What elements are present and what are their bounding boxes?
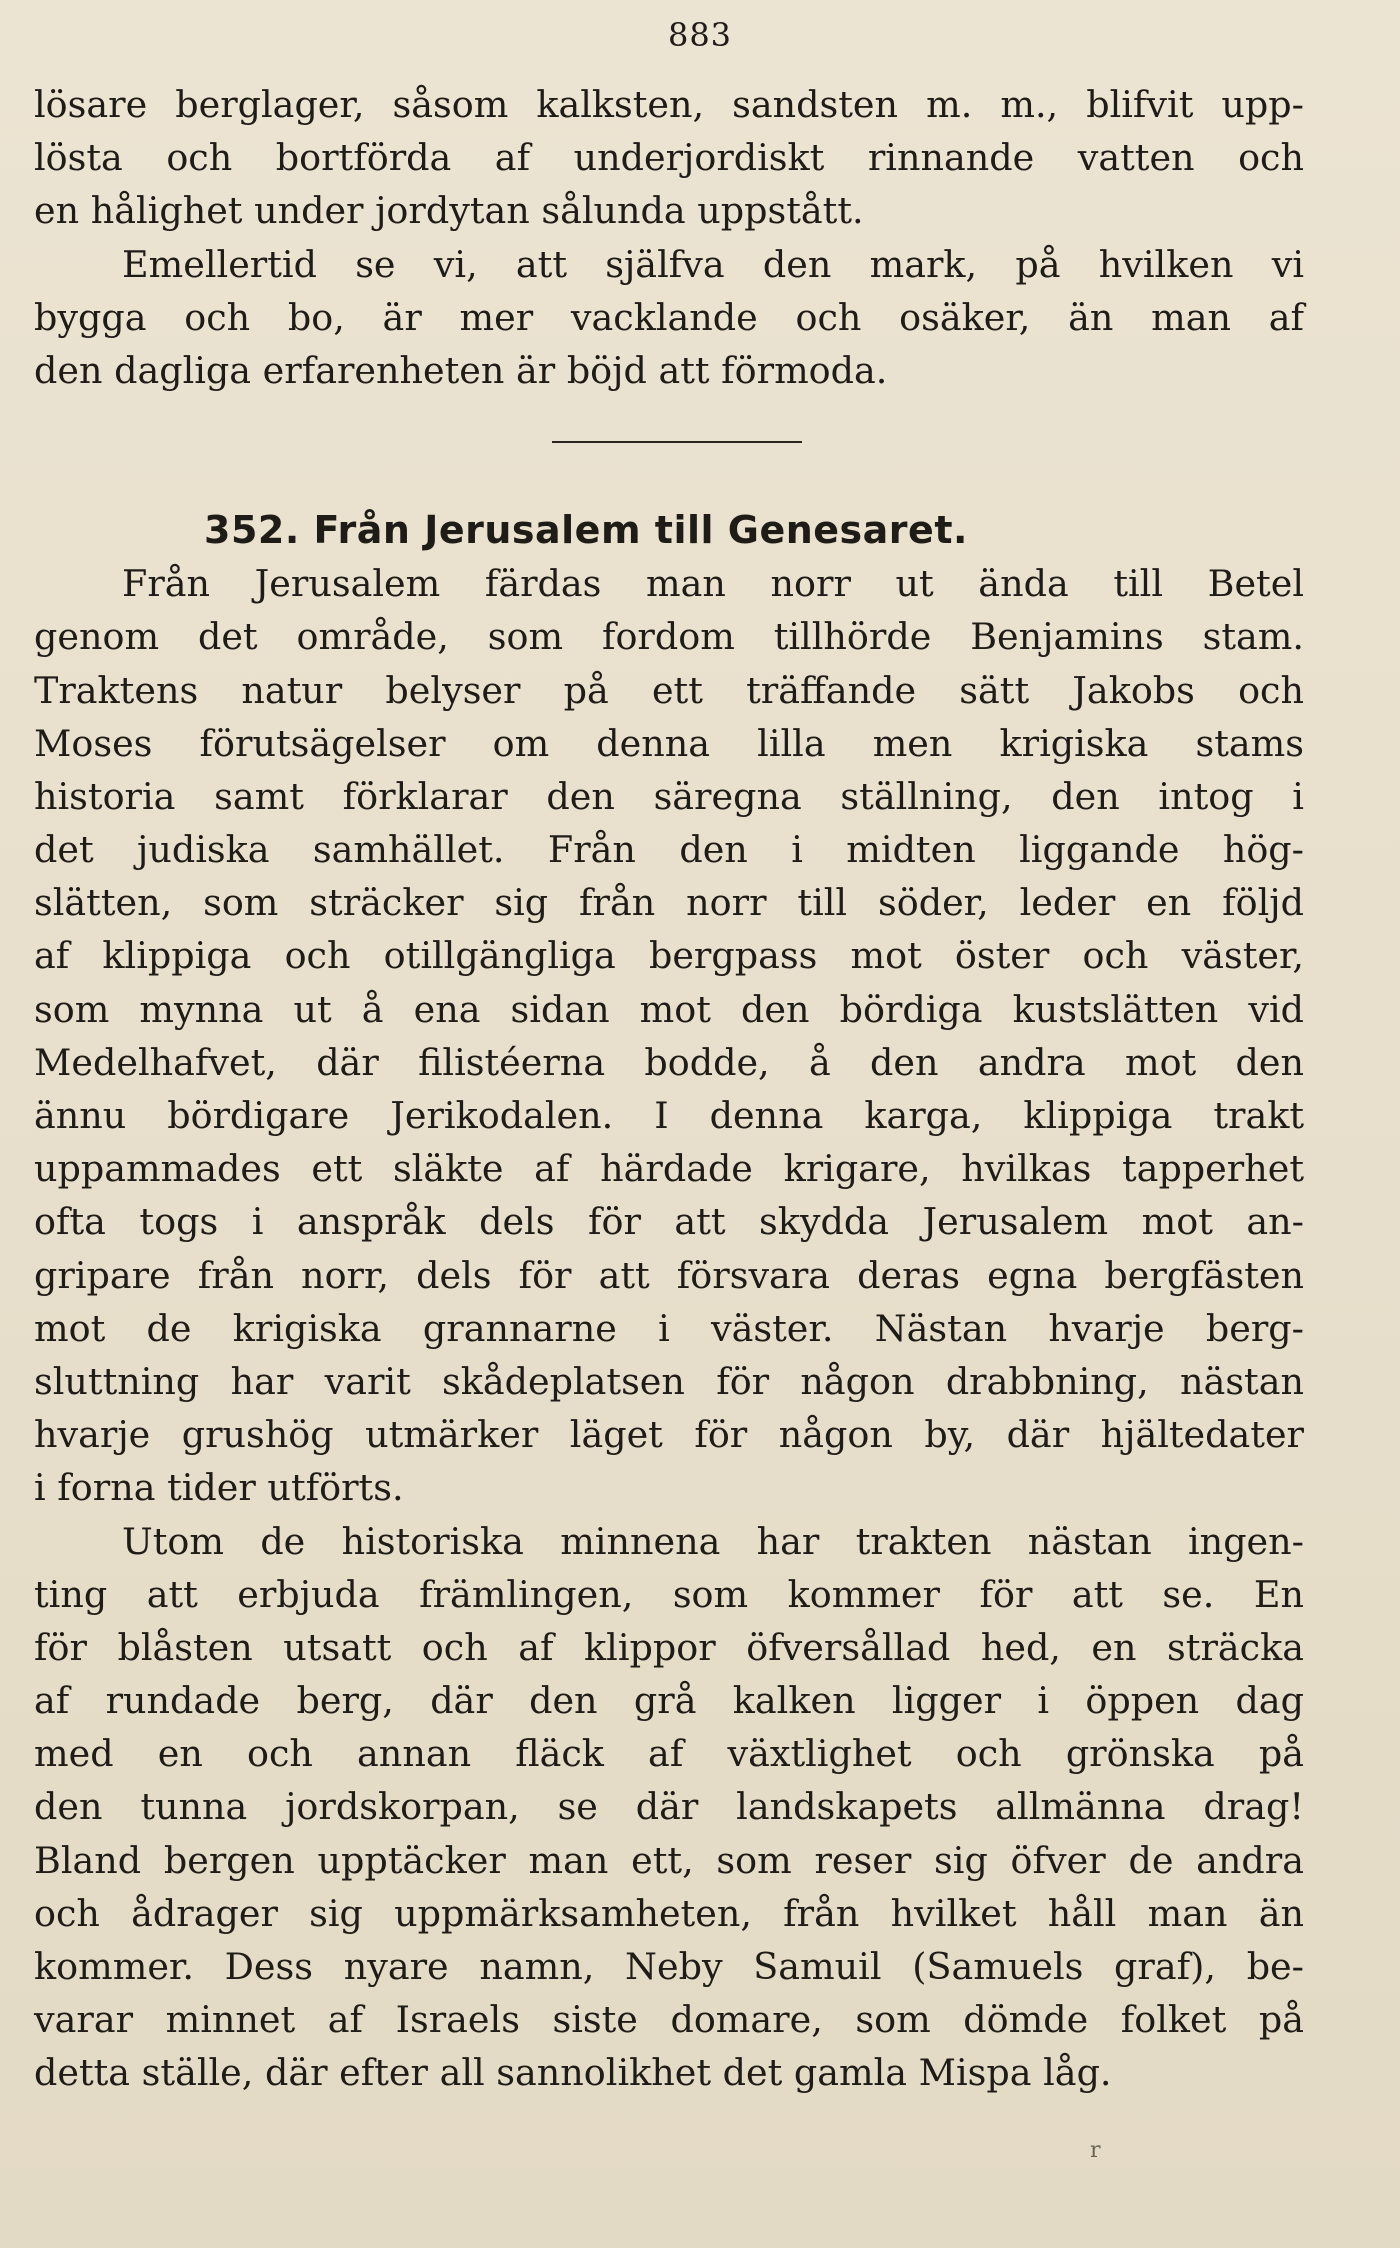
text-line: Emellertid se vi, att själfva den mark, på hvilken vi [122, 242, 1304, 286]
paragraph-3 [34, 1515, 1304, 2100]
section-divider [34, 397, 1304, 503]
text-line: Från Jerusalem färdas man norr ut ända till Betel [122, 562, 1304, 606]
text-line: af rundade berg, där den grå kalken ligger i öppen dag [34, 1679, 1304, 1723]
intro-paragraph [34, 78, 1304, 238]
text-line: Utom de historiska minnena har trakten nästan ingen- [122, 1519, 1304, 1563]
text-line: med en och annan fläck af växtlighet och grönska på [34, 1732, 1304, 1776]
text-line: Traktens natur belyser på ett träffande sätt Jakobs och [34, 668, 1304, 712]
section-title: Från Jerusalem till Genesaret. [313, 508, 968, 553]
text-line: och ådrager sig uppmärksamheten, från hvilket håll man än [34, 1891, 1304, 1935]
text-line: varar minnet af Israels siste domare, som dömde folket på [34, 1998, 1304, 2042]
text-line: i forna tider utförts. [34, 1466, 404, 1510]
text-line: kommer. Dess nyare namn, Neby Samuil (Samuels graf), be- [34, 1945, 1304, 1988]
text-line: Medelhafvet, där filistéerna bodde, å den andra mot den [34, 1040, 1304, 1084]
text-line: det judiska samhället. Från den i midten liggande hög- [34, 828, 1304, 872]
text-line: slätten, som sträcker sig från norr till söder, leder en följd [34, 881, 1304, 925]
text-line: lösare berglager, såsom kalksten, sandsten m. m., blifvit upp- [34, 83, 1304, 126]
text-line: hvarje grushög utmärker läget för någon by, där hjältedater [34, 1413, 1304, 1457]
text-line: den tunna jordskorpan, se där landskapets allmänna drag! [34, 1785, 1304, 1829]
paragraph-1 [34, 238, 1304, 398]
text-line: af klippiga och otillgängliga bergpass mot öster och väster, [34, 934, 1304, 978]
paragraph-2 [34, 557, 1304, 1514]
page-number: 883 [667, 16, 733, 54]
text-line: för blåsten utsatt och af klippor öfversållad hed, en sträcka [34, 1625, 1304, 1669]
page-content [34, 78, 1304, 2100]
text-line: som mynna ut å ena sidan mot den bördiga kustslätten vid [34, 987, 1304, 1031]
section-number: 352. [204, 508, 300, 553]
text-line: ting att erbjuda främlingen, som kommer för att se. En [34, 1572, 1304, 1616]
text-line: en hålighet under jordytan sålunda uppstått. [34, 189, 864, 233]
text-line: sluttning har varit skådeplatsen för någon drabbning, nästan [34, 1359, 1304, 1403]
text-line: uppammades ett släkte af härdade krigare, hvilkas tapperhet [34, 1147, 1304, 1191]
divider-rule [552, 441, 802, 443]
text-line: bygga och bo, är mer vacklande och osäker, än man af [34, 295, 1304, 339]
text-line: ofta togs i anspråk dels för att skydda Jerusalem mot an- [34, 1200, 1304, 1244]
text-line: genom det område, som fordom tillhörde Benjamins stam. [34, 615, 1304, 659]
text-line: lösta och bortförda af underjordiskt rinnande vatten och [34, 136, 1304, 180]
bottom-mark: r [1090, 2138, 1101, 2163]
text-line: Moses förutsägelser om denna lilla men krigiska stams [34, 721, 1304, 765]
text-line: mot de krigiska grannarne i väster. Nästan hvarje berg- [34, 1306, 1304, 1350]
section-heading [34, 503, 1304, 557]
text-line: detta ställe, där efter all sannolikhet det gamla Mispa låg. [34, 2051, 1112, 2095]
text-line: ännu bördigare Jerikodalen. I denna karga, klippiga trakt [34, 1094, 1304, 1137]
text-line: gripare från norr, dels för att försvara deras egna bergfästen [34, 1253, 1304, 1297]
text-line: historia samt förklarar den säregna ställning, den intog i [34, 774, 1304, 818]
text-line: den dagliga erfarenheten är böjd att förmoda. [34, 348, 888, 392]
text-line: Bland bergen upptäcker man ett, som reser sig öfver de andra [34, 1838, 1304, 1882]
